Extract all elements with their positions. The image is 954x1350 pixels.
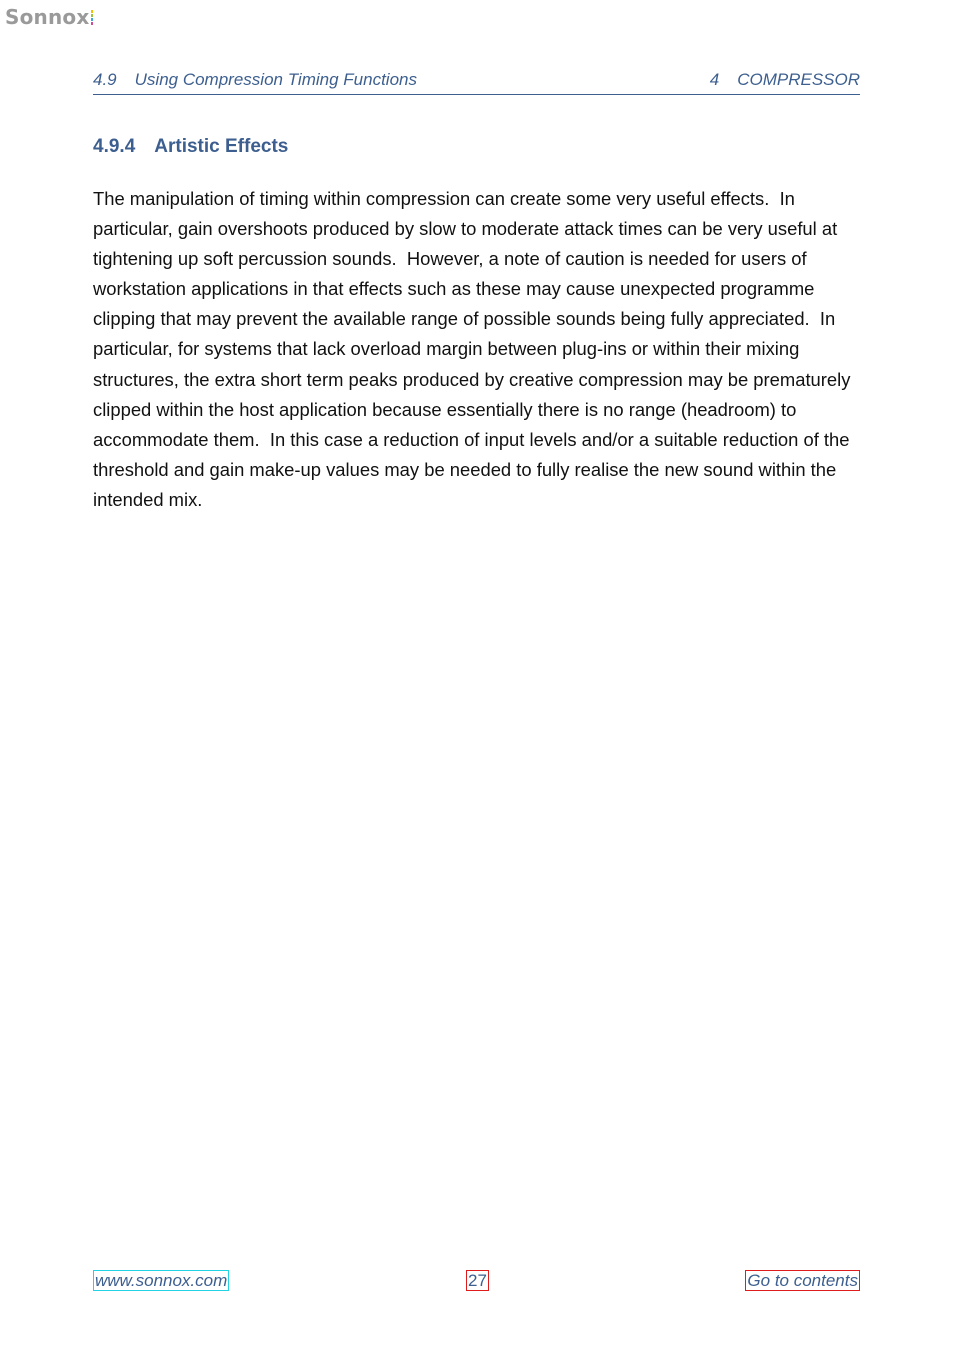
go-to-contents-link[interactable]: Go to contents <box>747 1271 858 1290</box>
page-number-link[interactable]: 27 <box>468 1271 487 1290</box>
sonnox-logo <box>5 5 93 29</box>
header-chapter <box>710 70 860 90</box>
logo-wordmark: Sonnox <box>5 5 90 29</box>
logo-dot-blue <box>91 18 93 21</box>
logo-dot-yellow <box>91 10 93 13</box>
section-number: 4.9.4 <box>93 136 136 157</box>
header-section-number: 4.9 <box>93 70 117 89</box>
section-heading <box>93 136 288 158</box>
header-section <box>93 70 417 90</box>
logo-dot-green <box>91 14 93 17</box>
logo-dot-pink <box>91 22 93 25</box>
website-link[interactable]: www.sonnox.com <box>95 1271 228 1290</box>
page-footer <box>93 1270 860 1292</box>
running-header <box>93 70 860 95</box>
section-body-paragraph: The manipulation of timing within compression can create some very useful effects. In particular, gain overshoots produced by slow to moderate attack times can be very useful at tightening up soft percussion sounds. However, a note of caution is needed for users of workstation applications in that effects such as these may cause unexpected programme clipping that may prevent the available range of possible sounds being fully appreciated. In particular, for systems that lack overload margin between plug-ins or within their mixing structures, the extra short term peaks produced by creative compression may be prematurely clipped within the host application because essentially there is no range (headroom) to accommodate them. In this case a reduction of input levels and/or a suitable reduction of the threshold and gain make-up values may be needed to fully realise the new sound within the intended mix. <box>93 188 851 510</box>
section-title: Artistic Effects <box>154 136 289 157</box>
header-chapter-title: COMPRESSOR <box>737 70 860 89</box>
header-section-title: Using Compression Timing Functions <box>134 70 417 89</box>
header-chapter-number: 4 <box>709 70 720 89</box>
logo-dots-icon <box>91 10 93 26</box>
